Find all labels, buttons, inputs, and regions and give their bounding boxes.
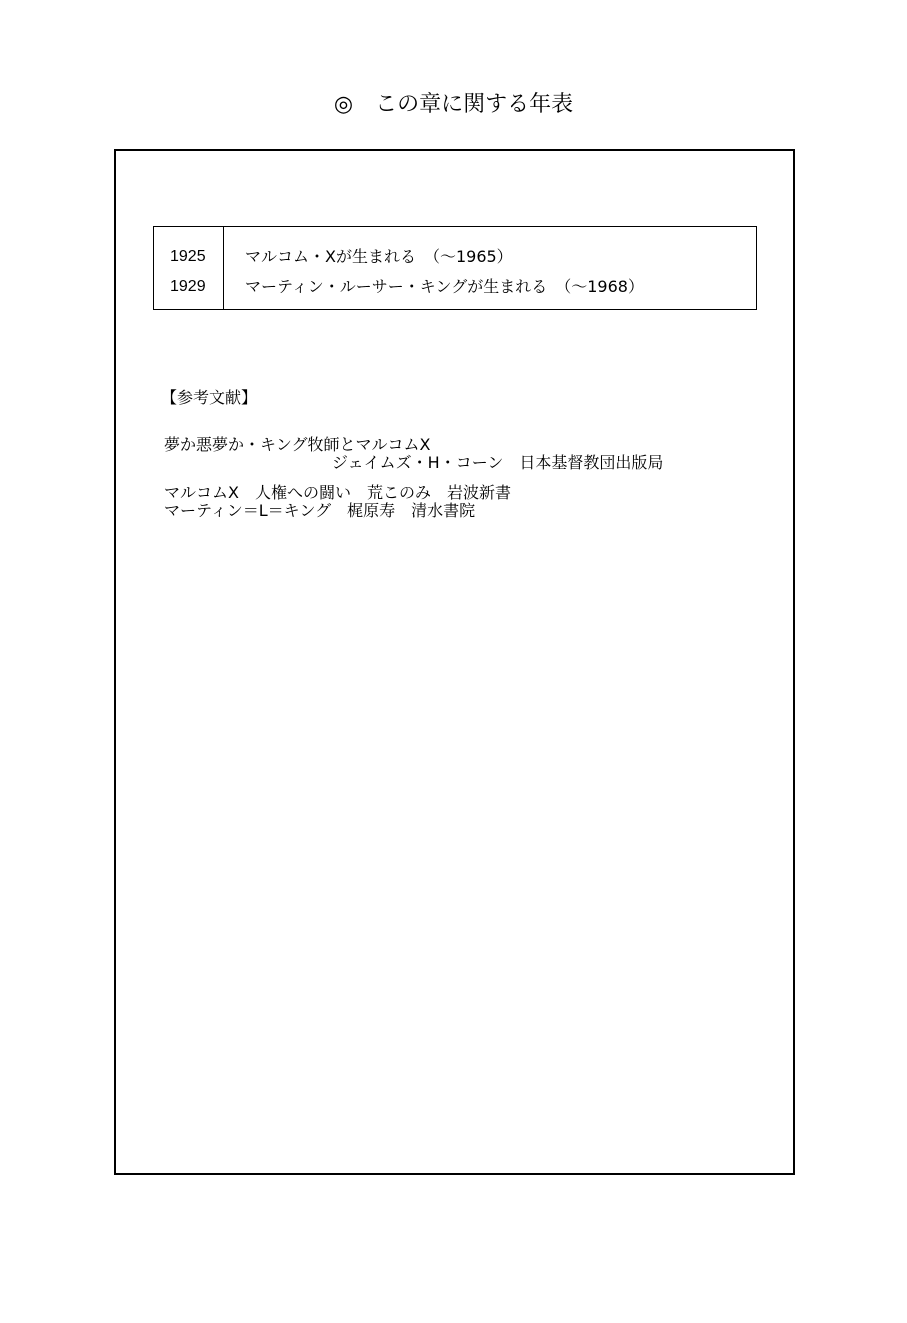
references-list [164,436,784,520]
timeline-table [153,226,757,310]
timeline-event: マーティン・ルーサー・キングが生まれる （～1968） [245,277,644,296]
timeline-year: 1929 [170,278,206,295]
content-frame [114,149,795,1175]
timeline-row [154,242,756,272]
references-heading: 【参考文献】 [161,388,258,407]
reference-item: マーティン＝L＝キング 梶原寿 清水書院 [164,501,476,520]
page-title: ◎ この章に関する年表 [333,92,574,117]
timeline-year: 1925 [170,248,206,265]
reference-item: マルコムX 人権への闘い 荒このみ 岩波新書 [164,483,511,502]
timeline-event: マルコム・Xが生まれる （～1965） [245,247,513,266]
reference-author-publisher: ジェイムズ・H・コーン 日本基督教団出版局 [332,453,664,472]
timeline-row [154,272,756,302]
reference-title: 夢か悪夢か・キング牧師とマルコムX [164,435,431,454]
